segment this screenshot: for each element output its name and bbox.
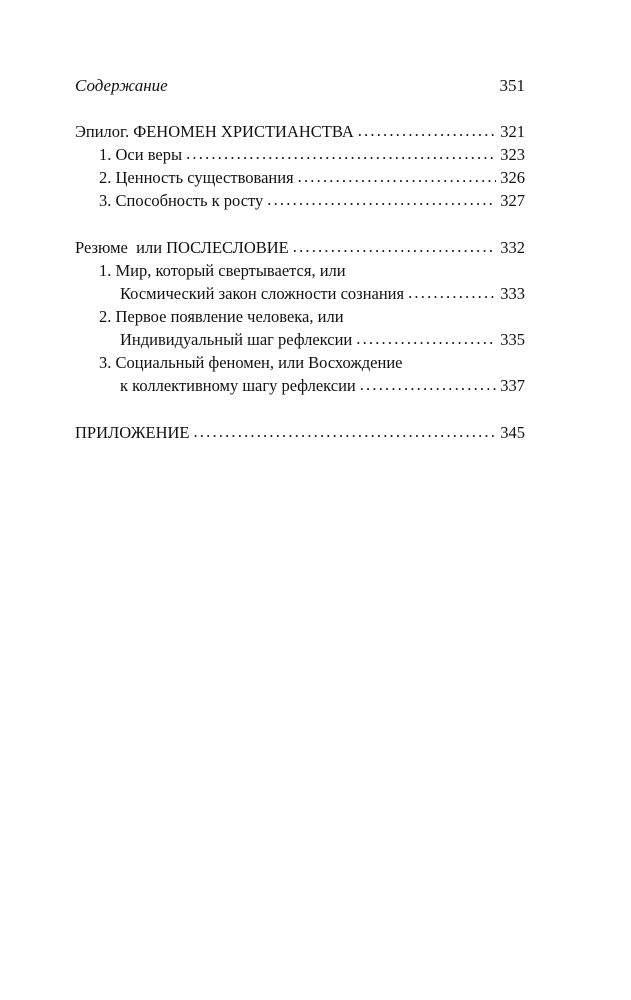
toc-entry-resume-1[interactable]	[75, 282, 525, 305]
toc-entry-epilogue-1[interactable]	[75, 143, 525, 166]
toc-entry-resume-3-line1[interactable]: 3. Социальный феномен, или Восхождение	[99, 353, 403, 372]
dot-leader	[293, 235, 497, 258]
toc-entry-title: 1. Оси веры	[99, 145, 183, 164]
toc-entry-resume-3[interactable]	[75, 374, 525, 397]
toc-entry-title: 3. Способность к росту	[99, 191, 264, 210]
dot-leader	[360, 373, 497, 396]
toc-entry-epilogue[interactable]	[75, 120, 525, 143]
toc-entry-title: Эпилог. ФЕНОМЕН ХРИСТИАНСТВА	[75, 122, 354, 141]
running-head	[75, 76, 525, 100]
toc-entry-page: 326	[500, 168, 525, 187]
toc-entry-title: Индивидуальный шаг рефлексии	[120, 330, 353, 349]
dot-leader	[356, 327, 496, 350]
dot-leader	[408, 281, 496, 304]
dot-leader	[267, 188, 496, 211]
running-head-title: Содержание	[75, 76, 168, 95]
toc-entry-page: 337	[500, 376, 525, 395]
dot-leader	[298, 165, 497, 188]
toc-entry-page: 323	[500, 145, 525, 164]
toc-entry-page: 335	[500, 330, 525, 349]
toc-entry-title: ПРИЛОЖЕНИЕ	[75, 423, 190, 442]
toc-entry-page: 333	[500, 284, 525, 303]
toc-entry-title: к коллективному шагу рефлексии	[120, 376, 356, 395]
section-gap	[75, 212, 525, 236]
dot-leader	[186, 142, 496, 165]
section-gap	[75, 397, 525, 421]
toc-entry-page: 332	[500, 238, 525, 257]
toc-entry-page: 327	[500, 191, 525, 210]
dot-leader	[193, 420, 496, 443]
toc-entry-title: Космический закон сложности сознания	[120, 284, 405, 303]
toc-entry-resume-2[interactable]	[75, 328, 525, 351]
toc-entry-page: 321	[500, 122, 525, 141]
toc-entry-resume[interactable]	[75, 236, 525, 259]
toc-entry-epilogue-2[interactable]	[75, 166, 525, 189]
toc-entry-resume-2-line1[interactable]: 2. Первое появление человека, или	[99, 307, 344, 326]
toc-entry-resume-1-line1[interactable]: 1. Мир, который свертывается, или	[99, 261, 346, 280]
toc-entry-title: 2. Ценность существования	[99, 168, 294, 187]
toc-entry-title: Резюме или ПОСЛЕСЛОВИЕ	[75, 238, 289, 257]
table-of-contents	[75, 120, 525, 444]
page-number: 351	[499, 76, 525, 95]
toc-entry-page: 345	[500, 423, 525, 442]
dot-leader	[358, 119, 497, 142]
toc-entry-epilogue-3[interactable]	[75, 189, 525, 212]
toc-entry-appendix[interactable]	[75, 421, 525, 444]
